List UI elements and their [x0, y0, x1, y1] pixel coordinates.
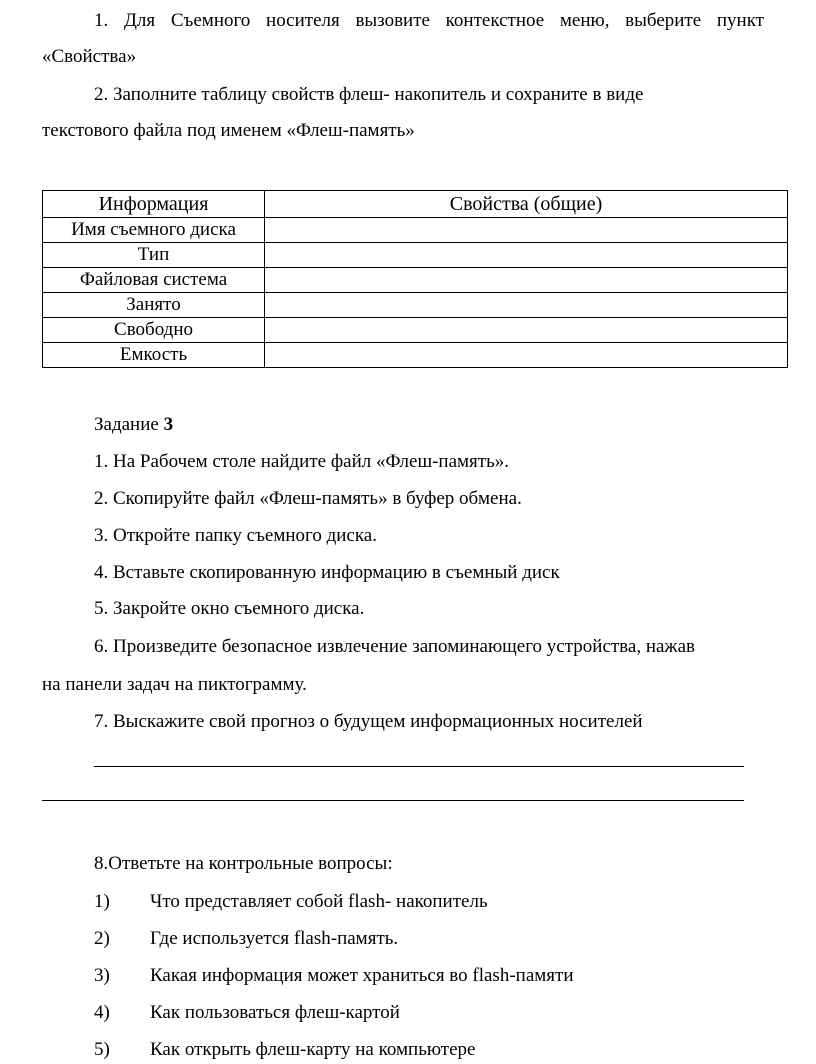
row-value-cell[interactable] — [265, 218, 788, 243]
task3-title-prefix: Задание — [94, 414, 164, 435]
step1-text-continued: «Свойства» — [42, 46, 137, 67]
row-value-cell[interactable] — [265, 268, 788, 293]
row-label: Свободно — [43, 318, 265, 343]
row-label: Емкость — [43, 343, 265, 368]
table-row — [43, 343, 788, 368]
question-number: 2) — [94, 928, 110, 949]
row-label: Занято — [43, 293, 265, 318]
step2-text: 2. Заполните таблицу свойств флеш- накопитель и сохраните в виде — [94, 84, 644, 105]
question-number: 3) — [94, 965, 110, 986]
row-value-cell[interactable] — [265, 243, 788, 268]
column-header-properties: Свойства (общие) — [265, 191, 788, 218]
question-number: 4) — [94, 1002, 110, 1023]
row-label: Имя съемного диска — [43, 218, 265, 243]
table-row — [43, 218, 788, 243]
questions-title: 8.Ответьте на контрольные вопросы: — [94, 853, 393, 874]
step1-text: 1. Для Съемного носителя вызовите контекстное меню, выберите пункт — [94, 10, 764, 31]
task3-step-2: 2. Скопируйте файл «Флеш-память» в буфер обмена. — [94, 488, 522, 509]
table-row — [43, 318, 788, 343]
answer-line[interactable] — [94, 766, 744, 767]
task3-step-3: 3. Откройте папку съемного диска. — [94, 525, 377, 546]
question-number: 1) — [94, 891, 110, 912]
question-text: Что представляет собой flash- накопитель — [150, 891, 488, 912]
task3-step-7: 7. Выскажите свой прогноз о будущем информационных носителей — [94, 711, 643, 732]
table-header-row — [43, 191, 788, 218]
row-value-cell[interactable] — [265, 318, 788, 343]
row-value-cell[interactable] — [265, 343, 788, 368]
answer-line[interactable] — [42, 800, 744, 801]
task3-step-6-continued: на панели задач на пиктограмму. — [42, 674, 307, 695]
task3-step-4: 4. Вставьте скопированную информацию в съемный диск — [94, 562, 560, 583]
row-label: Тип — [43, 243, 265, 268]
question-text: Где используется flash-память. — [150, 928, 399, 949]
row-value-cell[interactable] — [265, 293, 788, 318]
question-number: 5) — [94, 1039, 110, 1060]
row-label: Файловая система — [43, 268, 265, 293]
question-text: Какая информация может храниться во flash-памяти — [150, 965, 574, 986]
task3-step-5: 5. Закройте окно съемного диска. — [94, 598, 365, 619]
properties-table — [42, 190, 788, 368]
question-text: Как пользоваться флеш-картой — [150, 1002, 400, 1023]
question-text: Как открыть флеш-карту на компьютере — [150, 1039, 476, 1060]
task3-step-6: 6. Произведите безопасное извлечение запоминающего устройства, нажав — [94, 636, 695, 657]
column-header-info: Информация — [43, 191, 265, 218]
task3-step-1: 1. На Рабочем столе найдите файл «Флеш-память». — [94, 451, 509, 472]
step2-text-continued: текстового файла под именем «Флеш-память» — [42, 120, 415, 141]
table-row — [43, 293, 788, 318]
table-row — [43, 268, 788, 293]
table-row — [43, 243, 788, 268]
task3-title-number: 3 — [163, 414, 174, 435]
task3-title — [94, 413, 173, 437]
